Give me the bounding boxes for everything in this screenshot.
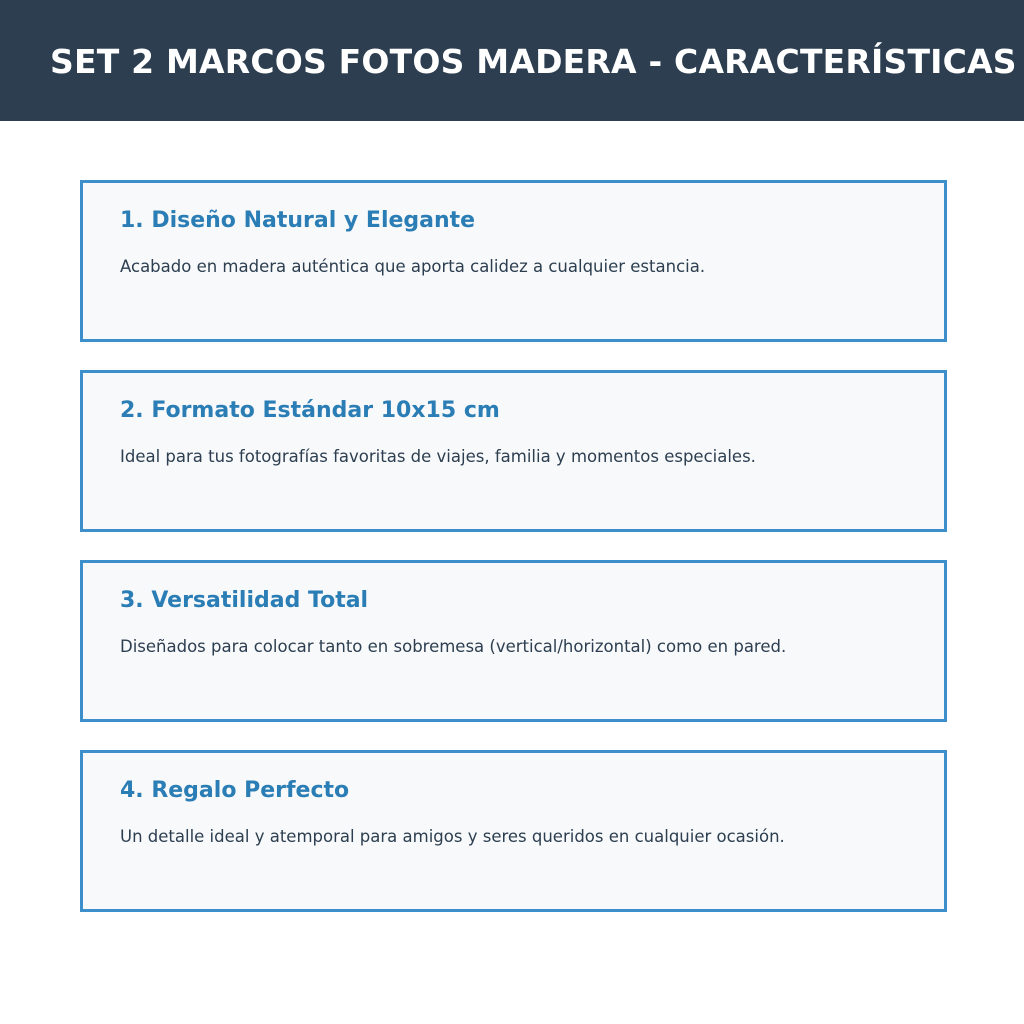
page-title: SET 2 MARCOS FOTOS MADERA - CARACTERÍSTICAS xyxy=(50,42,1017,81)
feature-card-standard-format xyxy=(80,370,947,532)
feature-card-title: 2. Formato Estándar 10x15 cm xyxy=(120,398,500,423)
feature-card-description: Diseñados para colocar tanto en sobremesa (vertical/horizontal) como en pared. xyxy=(120,637,787,656)
feature-card-versatility xyxy=(80,560,947,722)
feature-card-description: Ideal para tus fotografías favoritas de viajes, familia y momentos especiales. xyxy=(120,447,756,466)
feature-card-perfect-gift xyxy=(80,750,947,912)
feature-card-title: 4. Regalo Perfecto xyxy=(120,778,350,803)
feature-card-title: 3. Versatilidad Total xyxy=(120,588,369,613)
feature-card-natural-design xyxy=(80,180,947,342)
feature-card-description: Acabado en madera auténtica que aporta calidez a cualquier estancia. xyxy=(120,257,706,276)
feature-card-title: 1. Diseño Natural y Elegante xyxy=(120,208,476,233)
feature-card-description: Un detalle ideal y atemporal para amigos y seres queridos en cualquier ocasión. xyxy=(120,827,785,846)
header-banner xyxy=(0,0,1024,121)
